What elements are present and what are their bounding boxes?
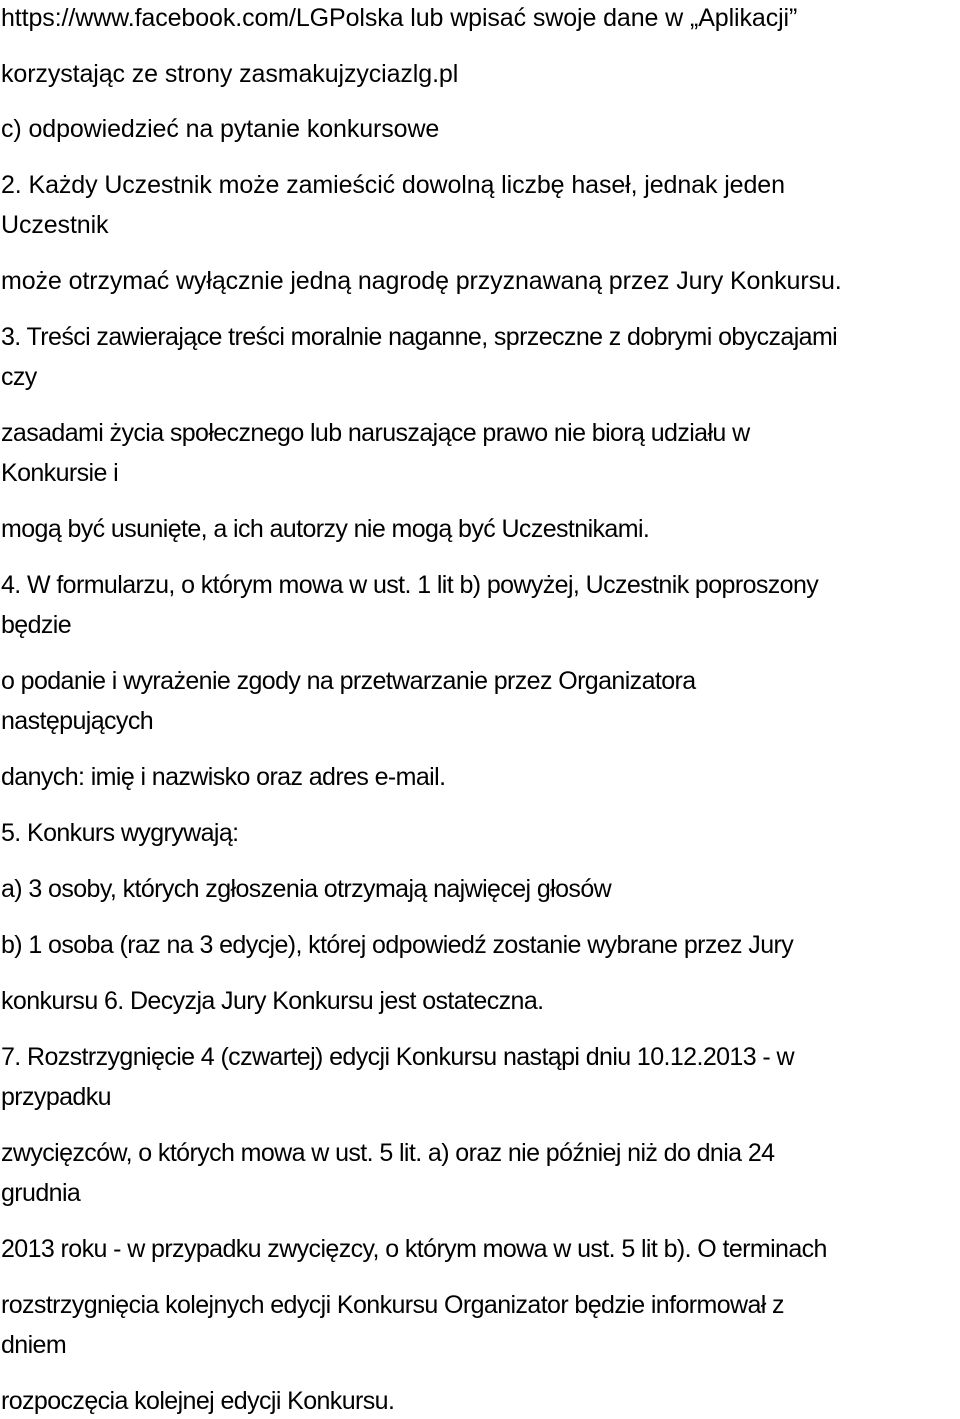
- text-line: 5. Konkurs wygrywają:: [1, 819, 239, 847]
- text-line: rozstrzygnięcia kolejnych edycji Konkursu Organizator będzie informował z: [1, 1291, 784, 1319]
- text-line: mogą być usunięte, a ich autorzy nie mogą być Uczestnikami.: [1, 515, 650, 543]
- text-line: o podanie i wyrażenie zgody na przetwarzanie przez Organizatora: [1, 667, 696, 695]
- text-line: będzie: [1, 611, 72, 639]
- text-line: dniem: [1, 1331, 67, 1359]
- text-line: 2013 roku - w przypadku zwycięzcy, o którym mowa w ust. 5 lit b). O terminach: [1, 1235, 827, 1263]
- text-line: 2. Każdy Uczestnik może zamieścić dowolną liczbę haseł, jednak jeden: [1, 171, 785, 199]
- text-line: 3. Treści zawierające treści moralnie naganne, sprzeczne z dobrymi obyczajami: [1, 323, 838, 351]
- text-line: następujących: [1, 707, 154, 735]
- text-line: zasadami życia społecznego lub naruszające prawo nie biorą udziału w: [1, 419, 750, 447]
- text-line: c) odpowiedzieć na pytanie konkursowe: [1, 115, 440, 143]
- text-line: 7. Rozstrzygnięcie 4 (czwartej) edycji Konkursu nastąpi dniu 10.12.2013 - w: [1, 1043, 794, 1071]
- text-line: Uczestnik: [1, 211, 109, 239]
- text-line: może otrzymać wyłącznie jedną nagrodę przyznawaną przez Jury Konkursu.: [1, 267, 842, 295]
- text-line: 4. W formularzu, o którym mowa w ust. 1 lit b) powyżej, Uczestnik poproszony: [1, 571, 819, 599]
- text-line: zwycięzców, o których mowa w ust. 5 lit. a) oraz nie później niż do dnia 24: [1, 1139, 775, 1167]
- text-line: przypadku: [1, 1083, 111, 1111]
- text-line: danych: imię i nazwisko oraz adres e-mail.: [1, 763, 446, 791]
- text-line: https://www.facebook.com/LGPolska lub wpisać swoje dane w „Aplikacji”: [1, 4, 798, 32]
- text-line: Konkursie i: [1, 459, 119, 487]
- text-line: b) 1 osoba (raz na 3 edycje), której odpowiedź zostanie wybrane przez Jury: [1, 931, 794, 959]
- text-line: czy: [1, 363, 37, 391]
- text-line: a) 3 osoby, których zgłoszenia otrzymają najwięcej głosów: [1, 875, 612, 903]
- text-line: konkursu 6. Decyzja Jury Konkursu jest ostateczna.: [1, 987, 544, 1015]
- text-line: rozpoczęcia kolejnej edycji Konkursu.: [1, 1387, 395, 1415]
- text-line: grudnia: [1, 1179, 81, 1207]
- text-line: korzystając ze strony zasmakujzyciazlg.pl: [1, 60, 459, 88]
